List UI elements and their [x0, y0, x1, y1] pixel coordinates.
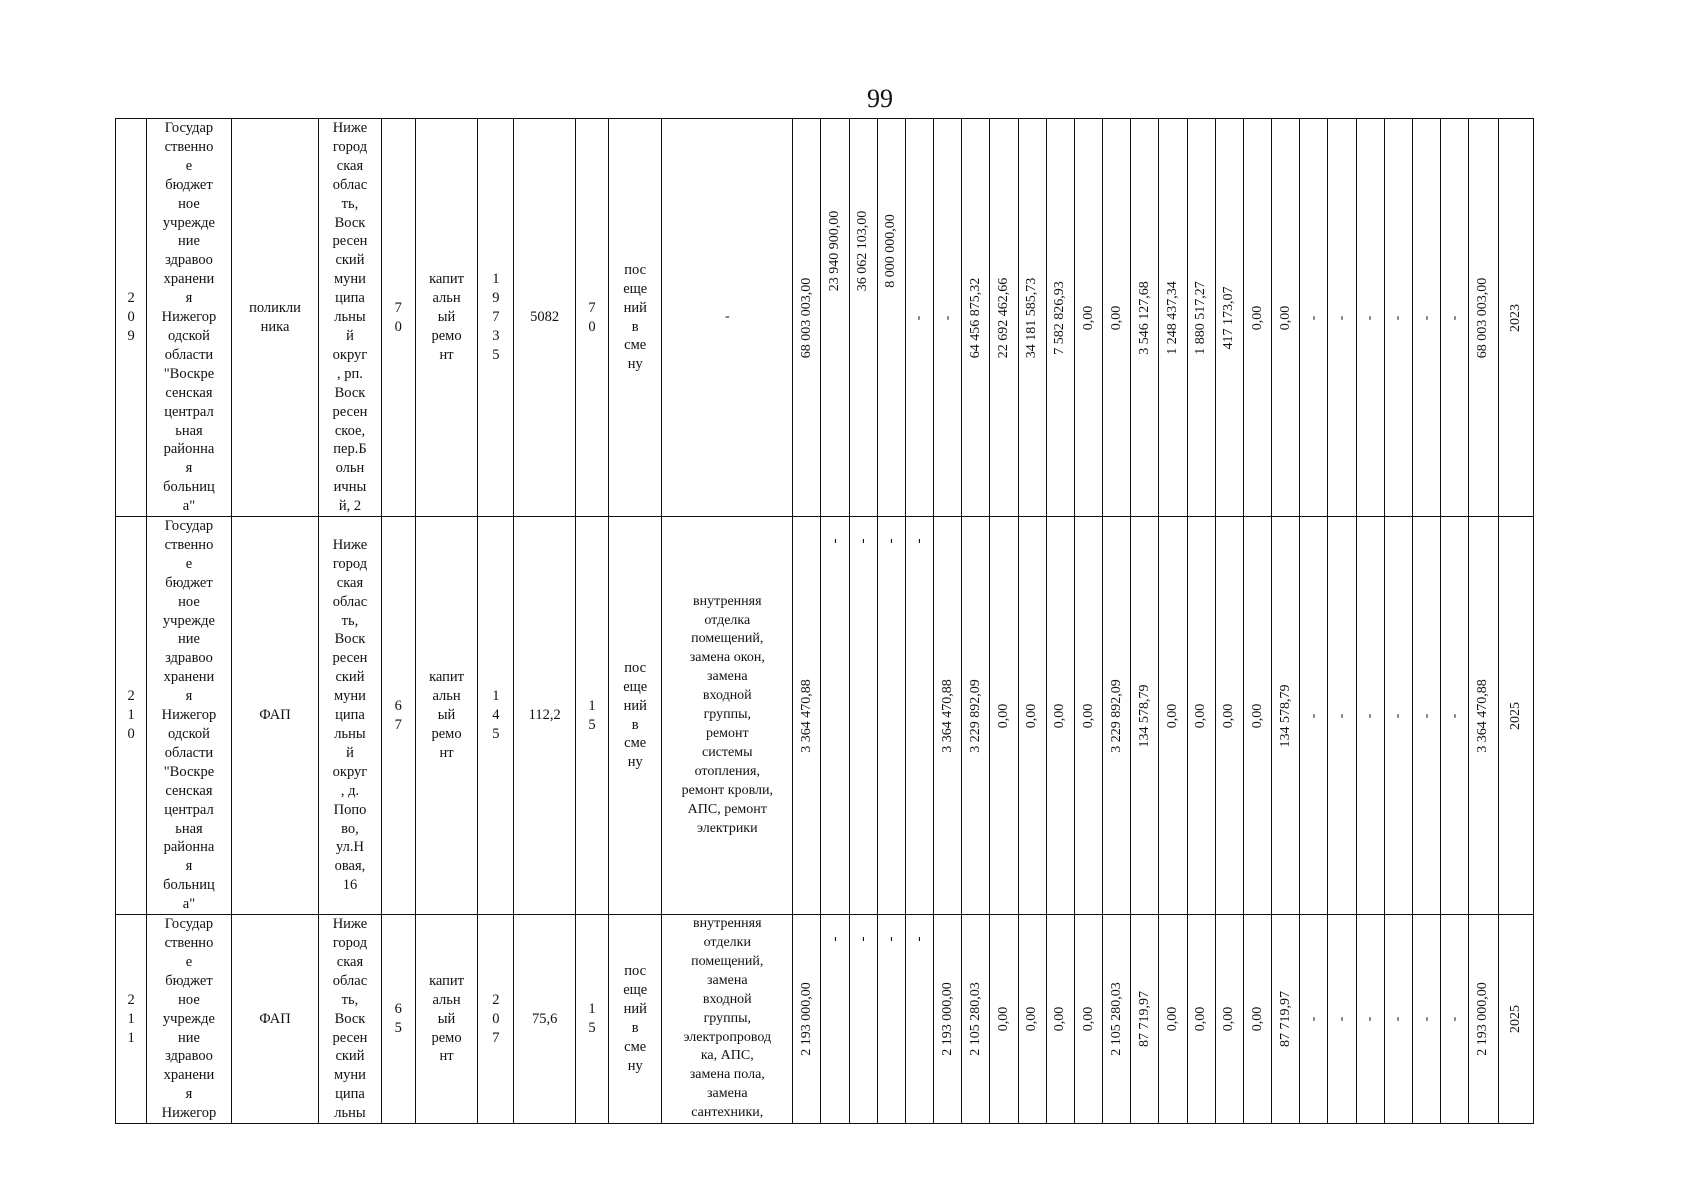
- amount-value: 87 719,97: [1136, 991, 1152, 1048]
- number-cell: 2 0 9: [116, 119, 147, 517]
- amount-value: 3 229 892,09: [1108, 678, 1124, 753]
- amount-value: 3 229 892,09: [967, 678, 983, 753]
- amount-value: -: [1390, 315, 1406, 320]
- amount-cell: [1469, 517, 1498, 915]
- amount-cell: [1018, 517, 1046, 915]
- amount-value: -: [1334, 1016, 1350, 1022]
- amount-cell: [1046, 517, 1074, 915]
- amount-value: 0,00: [1193, 703, 1209, 728]
- capacity-unit-cell: пос еще ний в сме ну: [609, 119, 662, 517]
- table-row: [116, 517, 1534, 915]
- wear-cell: 7 0: [381, 119, 415, 517]
- amount-value: -: [1446, 713, 1462, 718]
- completion-year: 2023: [1507, 303, 1523, 332]
- work-type-cell: капит альн ый ремо нт: [415, 517, 477, 915]
- address-cell: Ниже город ская облас ть, Воск ресен ский муни ципа льны: [319, 915, 381, 1124]
- amount-value: -: [1390, 1016, 1406, 1022]
- amount-cell: [1272, 119, 1300, 517]
- amount-cell: [934, 517, 962, 915]
- amount-value: 3 546 127,68: [1136, 280, 1152, 355]
- amount-cell: [877, 517, 905, 915]
- amount-cell: [1018, 915, 1046, 1124]
- amount-value: -: [911, 538, 928, 544]
- amount-value: -: [1418, 315, 1434, 320]
- owner-cell: Государ ственно е бюджет ное учрежде ние здравоо хранени я Нижегор: [147, 915, 232, 1124]
- amount-cell: [905, 517, 933, 915]
- amount-cell: [1469, 915, 1498, 1124]
- amount-value: 36 062 103,00: [855, 210, 871, 292]
- amount-cell: [1159, 119, 1187, 517]
- amount-cell: [1243, 915, 1271, 1124]
- amount-value: 2 193 000,00: [939, 982, 955, 1056]
- amount-cell: [1441, 119, 1469, 517]
- amount-value: -: [826, 538, 843, 544]
- completion-year-cell: [1498, 517, 1534, 915]
- amount-value: 0,00: [995, 1006, 1011, 1032]
- amount-cell: [1469, 119, 1498, 517]
- amount-value: 64 456 875,32: [967, 277, 983, 358]
- amount-cell: [793, 915, 821, 1124]
- amount-cell: [1441, 517, 1469, 915]
- amount-cell: [1046, 915, 1074, 1124]
- amount-value: -: [939, 315, 955, 320]
- amount-cell: [905, 119, 933, 517]
- address-cell: Ниже город ская облас ть, Воск ресен ский муни ципа льны й округ , д. Попо во, ул.Н овая, 16: [319, 517, 381, 915]
- capacity-unit-cell: пос еще ний в сме ну: [609, 517, 662, 915]
- amount-value: 0,00: [1024, 1006, 1040, 1032]
- address-cell: Ниже город ская облас ть, Воск ресен ский муни ципа льны й округ , рп. Воск ресен ское, пер.Б ольн ичны й, 2: [319, 119, 381, 517]
- amount-value: 0,00: [1052, 1006, 1068, 1032]
- amount-cell: [821, 517, 849, 915]
- amount-value: 0,00: [1024, 703, 1040, 728]
- amount-cell: [1356, 517, 1384, 915]
- amount-cell: [962, 915, 990, 1124]
- amount-value: 0,00: [1221, 1006, 1237, 1032]
- amount-value: 0,00: [1165, 703, 1181, 728]
- capacity-cell: 7 0: [575, 119, 608, 517]
- amount-cell: [1441, 915, 1469, 1124]
- amount-value: 0,00: [1249, 1006, 1265, 1032]
- amount-cell: [1046, 119, 1074, 517]
- amount-cell: [1187, 119, 1215, 517]
- amount-value: -: [1305, 1016, 1321, 1022]
- completion-year: 2025: [1507, 701, 1523, 730]
- amount-value: -: [855, 538, 872, 544]
- completion-year: 2025: [1507, 1005, 1523, 1034]
- amount-cell: [1215, 915, 1243, 1124]
- amount-cell: [1103, 915, 1131, 1124]
- completion-year-cell: [1498, 915, 1534, 1124]
- amount-value: -: [1334, 315, 1350, 320]
- amount-cell: [1159, 517, 1187, 915]
- amount-cell: [1328, 915, 1356, 1124]
- amount-cell: [1300, 517, 1328, 915]
- amount-cell: [1328, 119, 1356, 517]
- amount-cell: [1300, 119, 1328, 517]
- area-cell: 112,2: [514, 517, 575, 915]
- amount-value: 2 105 280,03: [967, 982, 983, 1056]
- amount-value: 8 000 000,00: [883, 214, 899, 288]
- amount-cell: [1300, 915, 1328, 1124]
- amount-value: -: [1418, 713, 1434, 718]
- amount-value: -: [1362, 1016, 1378, 1022]
- amount-value: 3 364 470,88: [798, 678, 814, 753]
- amount-value: -: [911, 936, 928, 942]
- amount-cell: [793, 517, 821, 915]
- amount-value: 3 364 470,88: [1475, 678, 1491, 753]
- year-built-cell: 1 9 7 3 5: [478, 119, 514, 517]
- amount-value: -: [1446, 315, 1462, 320]
- year-built-cell: 1 4 5: [478, 517, 514, 915]
- owner-cell: Государ ственно е бюджет ное учрежде ние здравоо хранени я Нижегор одской области "Воскре сенская централ ьная районна я больниц а": [147, 517, 232, 915]
- capacity-cell: 1 5: [575, 915, 608, 1124]
- amount-cell: [1215, 119, 1243, 517]
- amount-value: 0,00: [1108, 305, 1124, 330]
- amount-cell: [849, 517, 877, 915]
- owner-cell: Государ ственно е бюджет ное учрежде ние здравоо хранени я Нижегор одской области "Воскре сенская централ ьная районна я больниц а": [147, 119, 232, 517]
- amount-cell: [990, 517, 1018, 915]
- amount-value: 0,00: [1052, 703, 1068, 728]
- amount-cell: [1018, 119, 1046, 517]
- amount-cell: [1356, 915, 1384, 1124]
- amount-value: 0,00: [1249, 305, 1265, 330]
- wear-cell: 6 7: [381, 517, 415, 915]
- amount-value: -: [1418, 1016, 1434, 1022]
- amount-value: -: [1305, 315, 1321, 320]
- amount-value: 2 105 280,03: [1108, 982, 1124, 1056]
- amount-value: 2 193 000,00: [1475, 982, 1491, 1056]
- amount-value: 23 940 900,00: [826, 210, 842, 292]
- amount-cell: [877, 915, 905, 1124]
- amount-value: 87 719,97: [1277, 991, 1293, 1048]
- action-cell: внутренняя отделки помещений, замена входной группы, электропровод ка, АПС, замена пола, замена сантехники,: [662, 915, 793, 1124]
- table-row: [116, 119, 1534, 517]
- amount-value: 134 578,79: [1136, 684, 1152, 748]
- year-built-cell: 2 0 7: [478, 915, 514, 1124]
- capacity-unit-cell: пос еще ний в сме ну: [609, 915, 662, 1124]
- amount-cell: [1103, 119, 1131, 517]
- amount-value: 0,00: [995, 703, 1011, 728]
- amount-cell: [1384, 517, 1412, 915]
- amount-cell: [1412, 119, 1440, 517]
- amount-cell: [1272, 915, 1300, 1124]
- wear-cell: 6 5: [381, 915, 415, 1124]
- amount-value: 3 364 470,88: [939, 678, 955, 753]
- action-cell: внутренняя отделка помещений, замена окон, замена входной группы, ремонт системы отопления, ремонт кровли, АПС, ремонт электрики: [662, 517, 793, 915]
- amount-cell: [1074, 915, 1102, 1124]
- object-type-cell: ФАП: [231, 915, 319, 1124]
- amount-value: 0,00: [1277, 305, 1293, 330]
- amount-cell: [1159, 915, 1187, 1124]
- amount-cell: [962, 517, 990, 915]
- area-cell: 75,6: [514, 915, 575, 1124]
- capacity-cell: 1 5: [575, 517, 608, 915]
- amount-cell: [1384, 119, 1412, 517]
- amount-cell: [1243, 517, 1271, 915]
- number-cell: 2 1 0: [116, 517, 147, 915]
- amount-value: 134 578,79: [1277, 684, 1293, 748]
- page-number: 99: [867, 84, 893, 113]
- amount-value: 34 181 585,73: [1024, 277, 1040, 358]
- amount-cell: [934, 119, 962, 517]
- amount-value: 0,00: [1221, 703, 1237, 728]
- amount-cell: [1215, 517, 1243, 915]
- amount-cell: [1412, 915, 1440, 1124]
- object-type-cell: ФАП: [231, 517, 319, 915]
- amount-value: 0,00: [1080, 703, 1096, 728]
- amount-value: -: [911, 315, 927, 320]
- amount-value: -: [1362, 713, 1378, 718]
- amount-value: 22 692 462,66: [995, 277, 1011, 358]
- amount-cell: [1187, 915, 1215, 1124]
- amount-cell: [1131, 119, 1159, 517]
- area-cell: 5082: [514, 119, 575, 517]
- amount-value: 1 880 517,27: [1193, 280, 1209, 355]
- completion-year-cell: [1498, 119, 1534, 517]
- action-cell: -: [662, 119, 793, 517]
- amount-value: 0,00: [1080, 1006, 1096, 1032]
- amount-cell: [877, 119, 905, 517]
- number-cell: 2 1 1: [116, 915, 147, 1124]
- work-type-cell: капит альн ый ремо нт: [415, 119, 477, 517]
- amount-cell: [1074, 119, 1102, 517]
- amount-cell: [1272, 517, 1300, 915]
- amount-value: -: [1390, 713, 1406, 718]
- amount-cell: [1384, 915, 1412, 1124]
- amount-cell: [849, 915, 877, 1124]
- amount-value: -: [883, 936, 900, 942]
- amount-value: -: [1362, 315, 1378, 320]
- amount-cell: [1328, 517, 1356, 915]
- work-type-cell: капит альн ый ремо нт: [415, 915, 477, 1124]
- amount-value: 7 582 826,93: [1052, 280, 1068, 355]
- amount-cell: [1131, 915, 1159, 1124]
- amount-cell: [990, 119, 1018, 517]
- amount-value: 0,00: [1193, 1006, 1209, 1032]
- amount-cell: [934, 915, 962, 1124]
- amount-cell: [962, 119, 990, 517]
- amount-value: -: [1446, 1016, 1462, 1022]
- amount-value: -: [1305, 713, 1321, 718]
- amount-cell: [821, 119, 849, 517]
- amount-cell: [1103, 517, 1131, 915]
- amount-cell: [821, 915, 849, 1124]
- amount-value: 0,00: [1165, 1006, 1181, 1032]
- amount-value: -: [826, 936, 843, 942]
- amount-value: 417 173,07: [1221, 286, 1237, 350]
- amount-value: -: [1334, 713, 1350, 718]
- amount-cell: [1356, 119, 1384, 517]
- amount-value: -: [855, 936, 872, 942]
- amount-cell: [793, 119, 821, 517]
- amount-value: 68 003 003,00: [798, 277, 814, 358]
- amount-value: -: [883, 538, 900, 544]
- amount-cell: [1131, 517, 1159, 915]
- object-type-cell: поликли ника: [231, 119, 319, 517]
- amount-value: 1 248 437,34: [1165, 280, 1181, 355]
- amount-cell: [1187, 517, 1215, 915]
- amount-cell: [849, 119, 877, 517]
- amount-cell: [905, 915, 933, 1124]
- amount-cell: [990, 915, 1018, 1124]
- amount-cell: [1074, 517, 1102, 915]
- amount-cell: [1243, 119, 1271, 517]
- amount-value: 68 003 003,00: [1475, 277, 1491, 358]
- amount-value: 2 193 000,00: [798, 982, 814, 1056]
- table-row: [116, 915, 1534, 1124]
- amount-cell: [1412, 517, 1440, 915]
- capital-repair-table: [115, 118, 1534, 1124]
- amount-value: 0,00: [1249, 703, 1265, 728]
- amount-value: 0,00: [1080, 305, 1096, 330]
